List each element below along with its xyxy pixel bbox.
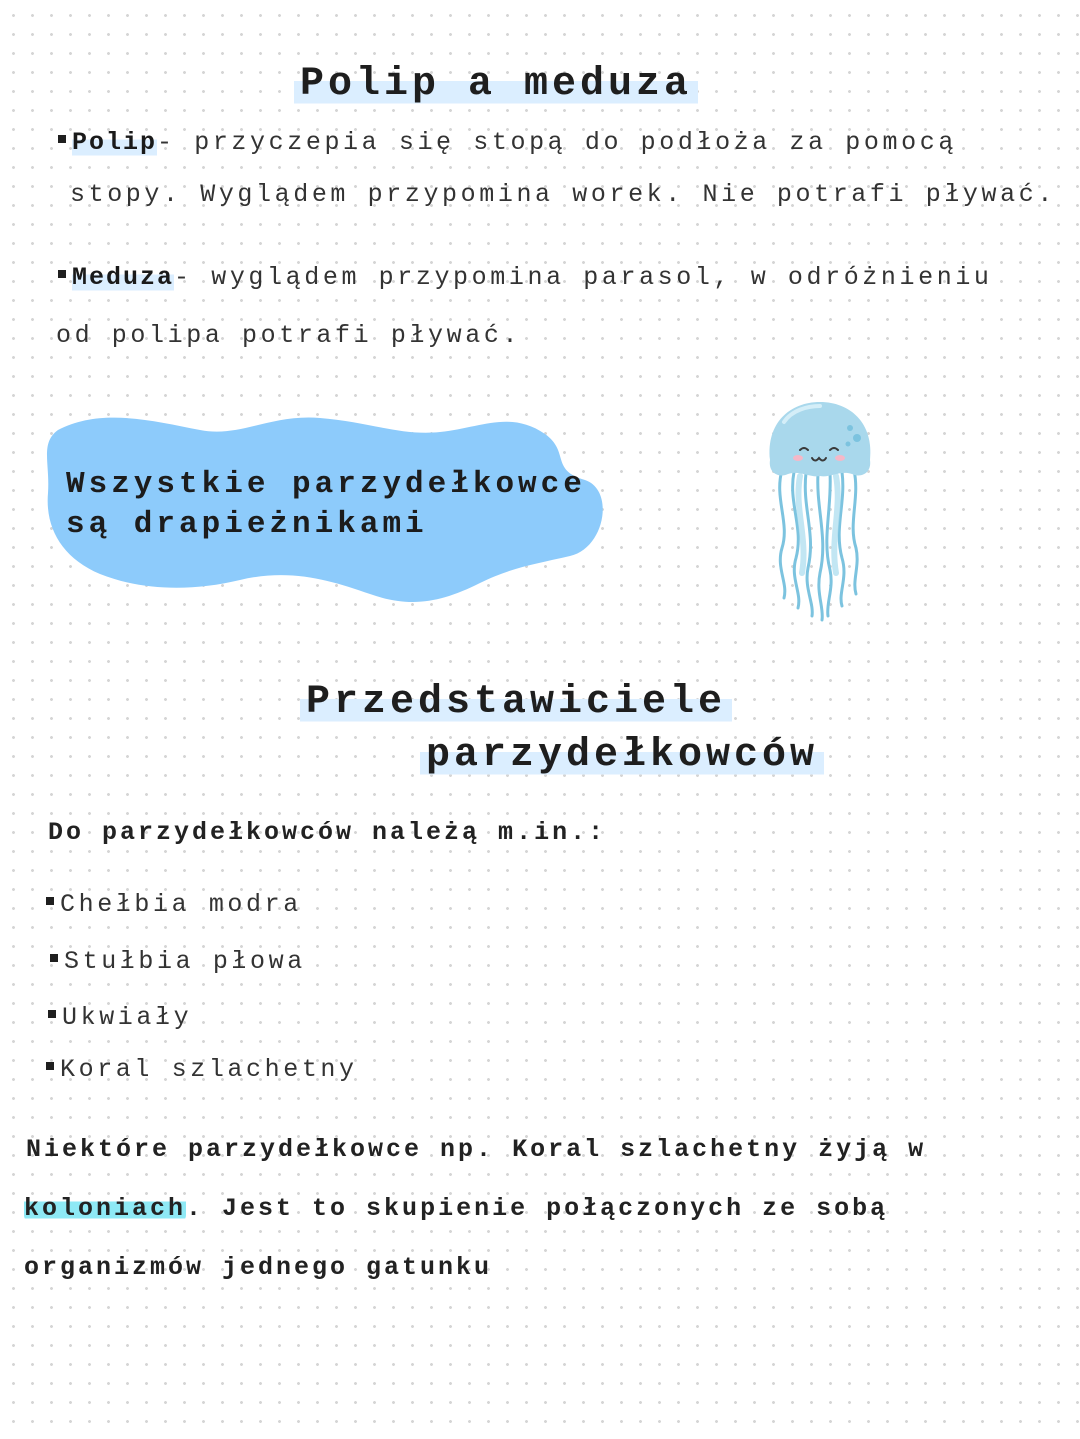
bullet-icon xyxy=(58,135,66,143)
bullet-icon xyxy=(46,1062,54,1070)
list-item: Ukwiały xyxy=(48,1003,192,1032)
list-item: Koral szlachetny xyxy=(46,1055,358,1084)
meduza-text-line1: - wyglądem przypomina parasol, w odróżnieniu xyxy=(174,263,993,292)
polip-text-line1: - przyczepia się stopą do podłoża za pomocą xyxy=(157,128,957,157)
note-polip-line1 xyxy=(58,128,957,157)
callout-text xyxy=(66,465,586,545)
term-meduza: Meduza xyxy=(72,263,175,292)
note-meduza-line2: od polipa potrafi pływać. xyxy=(56,321,522,350)
title-polip-a-meduza: Polip a meduza xyxy=(294,62,698,107)
bullet-icon xyxy=(48,1010,56,1018)
title-parzydelkowcow: parzydełkowców xyxy=(420,733,824,778)
closing-line1: Niektóre parzydełkowce np. Koral szlachetny żyją w xyxy=(26,1135,927,1164)
bullet-icon xyxy=(58,270,66,278)
callout-line1: Wszystkie parzydełkowce xyxy=(66,467,586,502)
note-meduza-line1 xyxy=(58,263,993,292)
term-polip: Polip xyxy=(72,128,158,157)
jellyfish-icon xyxy=(760,398,880,623)
highlight-koloniach: koloniach xyxy=(24,1194,187,1223)
list-item: Chełbia modra xyxy=(46,890,302,919)
bullet-icon xyxy=(50,954,58,962)
bullet-icon xyxy=(46,897,54,905)
list-item: Stułbia płowa xyxy=(50,947,306,976)
note-polip-line2: stopy. Wyglądem przypomina worek. Nie potrafi pływać. xyxy=(70,180,1056,209)
closing-line2: koloniach. Jest to skupienie połączonych ze sobą xyxy=(24,1194,889,1223)
closing-line3: organizmów jednego gatunku xyxy=(24,1253,493,1282)
title-przedstawiciele: Przedstawiciele xyxy=(300,680,732,725)
callout-line2: są drapieżnikami xyxy=(66,507,428,542)
intro-text: Do parzydełkowców należą m.in.: xyxy=(48,818,607,847)
